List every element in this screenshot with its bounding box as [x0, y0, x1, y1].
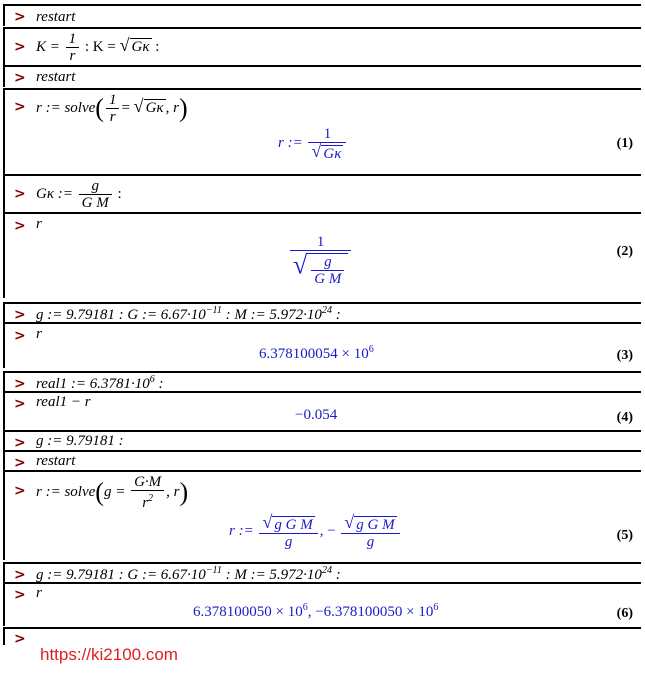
- fraction: [341, 514, 399, 550]
- fraction-denominator: g: [366, 533, 375, 550]
- prompt-glyph[interactable]: >: [14, 631, 26, 647]
- open-paren: (: [95, 477, 104, 507]
- fraction-numerator: G·M: [131, 474, 164, 491]
- solutions-separator: , −: [319, 523, 336, 540]
- input-restart[interactable]: restart: [36, 69, 76, 85]
- fraction-denominator: $r^2$: [142, 493, 154, 511]
- fraction: [79, 178, 112, 211]
- output-4: [295, 407, 337, 424]
- fraction-numerator: 1: [106, 92, 120, 109]
- prompt-glyph[interactable]: >: [14, 307, 26, 323]
- prompt-glyph[interactable]: >: [14, 328, 26, 344]
- exponent: 6: [368, 344, 374, 355]
- solve-prefix: r := solve: [36, 99, 96, 116]
- prompt-glyph[interactable]: >: [14, 396, 26, 412]
- prompt-glyph[interactable]: >: [14, 9, 26, 25]
- sqrt-icon: √: [344, 512, 355, 532]
- inner-fraction-numerator: g: [311, 254, 344, 271]
- constants-part-1: g := 9.79181 : G := 6.67·10: [36, 567, 206, 583]
- equation-lhs: g =: [103, 483, 126, 500]
- exec-group-empty: [3, 627, 641, 645]
- exec-group-15: [3, 582, 641, 626]
- prompt-glyph[interactable]: >: [14, 376, 26, 392]
- input-r[interactable]: r: [36, 585, 42, 601]
- solve-prefix: r := solve: [36, 483, 96, 500]
- inner-fraction-denominator: G M: [314, 271, 342, 287]
- fraction-numerator: 1: [308, 126, 346, 143]
- close-paren: ): [178, 93, 188, 123]
- exec-group-3: [3, 65, 641, 87]
- constants-part-2: : M := 5.972·10: [221, 567, 322, 583]
- output-lhs: r :=: [278, 135, 303, 152]
- equation-label-5: (5): [616, 528, 633, 543]
- fraction-denominator: r: [69, 48, 76, 64]
- sqrt-radicand: Gκ: [145, 100, 164, 116]
- equation-label-2: (2): [616, 244, 633, 259]
- exec-group-5: [3, 174, 641, 212]
- prompt-glyph[interactable]: >: [14, 455, 26, 471]
- output-value: 6.378100054 × 10: [259, 346, 369, 362]
- exec-group-13: [3, 470, 641, 560]
- fraction: [259, 514, 317, 550]
- solve-suffix: , r: [166, 483, 180, 500]
- fraction: [308, 126, 346, 162]
- statement-terminator: :: [331, 567, 341, 583]
- prompt-glyph[interactable]: >: [14, 70, 26, 86]
- equation-label-3: (3): [616, 348, 633, 363]
- exec-group-8: [3, 322, 641, 368]
- prompt-glyph[interactable]: >: [14, 186, 26, 202]
- exec-group-10: [3, 391, 641, 431]
- fraction: [66, 31, 80, 64]
- output-value: −0.054: [295, 407, 338, 423]
- prompt-glyph[interactable]: >: [14, 587, 26, 603]
- exec-group-4: [3, 88, 641, 174]
- prompt-glyph[interactable]: >: [14, 218, 26, 234]
- fraction-numerator: √ g G M: [259, 514, 317, 534]
- close-paren: ): [179, 477, 189, 507]
- exec-group-11: [3, 430, 641, 450]
- inner-fraction: [311, 254, 344, 287]
- output-5: [229, 514, 402, 550]
- exponent: 24: [321, 305, 332, 316]
- fraction-numerator: 1: [290, 234, 351, 251]
- fraction-denominator: [290, 251, 351, 287]
- output-2: [288, 234, 353, 287]
- sqrt-radicand: Gκ: [131, 39, 150, 55]
- gk-assign: Gκ :=: [36, 185, 73, 202]
- exec-group-6: [3, 212, 641, 298]
- sqrt-icon: √: [293, 250, 308, 280]
- input-solve-r[interactable]: [36, 92, 188, 125]
- sqrt-icon: √: [119, 34, 130, 55]
- exponent: 24: [321, 565, 332, 576]
- fraction-denominator: G M: [81, 195, 109, 211]
- prompt-glyph[interactable]: >: [14, 99, 26, 115]
- fraction: [131, 474, 164, 511]
- exponent: −11: [205, 305, 222, 316]
- fraction-numerator: g: [79, 178, 112, 195]
- output-value-positive: 6.378100050 × 10: [193, 604, 303, 620]
- constants-part-1: g := 9.79181 : G := 6.67·10: [36, 307, 206, 323]
- fraction-numerator: 1: [66, 31, 80, 48]
- output-1: [278, 126, 348, 162]
- exponent: 6: [302, 602, 308, 613]
- real1-assign: real1 := 6.3781·10: [36, 376, 150, 392]
- equation-label-6: (6): [616, 606, 633, 621]
- exec-group-14: [3, 562, 641, 582]
- output-lhs: r :=: [229, 523, 254, 540]
- input-restart[interactable]: restart: [36, 9, 76, 25]
- fraction-numerator: √ g G M: [341, 514, 399, 534]
- open-paren: (: [95, 93, 104, 123]
- input-restart[interactable]: restart: [36, 453, 76, 469]
- equation-label-4: (4): [616, 410, 633, 425]
- statement-terminator: :: [154, 376, 164, 392]
- exponent: −11: [205, 565, 222, 576]
- exec-group-12: [3, 450, 641, 470]
- equals-sign: =: [121, 99, 130, 116]
- exponent: 6: [433, 602, 439, 613]
- output-6: [193, 602, 438, 621]
- equation-label-1: (1): [616, 136, 633, 151]
- exec-group-2: [3, 27, 641, 65]
- fraction-denominator: r: [109, 109, 116, 125]
- k-symbol: K: [36, 38, 47, 55]
- constants-part-2: : M := 5.972·10: [221, 307, 322, 323]
- k-upright-assignment: : K =: [84, 38, 116, 55]
- prompt-glyph[interactable]: >: [14, 39, 26, 55]
- input-g[interactable]: g := 9.79181 :: [36, 433, 124, 449]
- statement-terminator: :: [155, 38, 160, 55]
- solve-suffix: , r: [165, 99, 179, 116]
- watermark-url: https://ki2100.com: [40, 645, 178, 664]
- prompt-glyph[interactable]: >: [14, 483, 26, 499]
- prompt-glyph[interactable]: >: [14, 435, 26, 451]
- exponent: 6: [149, 374, 155, 385]
- statement-terminator: :: [331, 307, 341, 323]
- output-3: [259, 344, 374, 363]
- output-value-negative: , −6.378100050 × 10: [307, 604, 434, 620]
- input-solve-gravity[interactable]: [36, 474, 188, 511]
- sqrt-icon: √: [311, 141, 322, 161]
- sqrt-icon: √: [133, 95, 144, 116]
- input-r[interactable]: r: [36, 216, 42, 232]
- exec-group-7: [3, 302, 641, 322]
- input-gk-definition[interactable]: [36, 178, 122, 211]
- input-k-definition[interactable]: K = $\frac{1}{r}$ : K = √ Gκ :: [36, 31, 160, 64]
- fraction: [290, 234, 351, 287]
- statement-terminator: :: [117, 185, 122, 202]
- fraction: [106, 92, 120, 125]
- prompt-glyph[interactable]: >: [14, 567, 26, 583]
- exec-group-1: [3, 4, 641, 26]
- input-difference[interactable]: real1 − r: [36, 394, 91, 410]
- input-r[interactable]: r: [36, 326, 42, 342]
- exponent: 2: [148, 493, 154, 504]
- sqrt-icon: √: [262, 512, 273, 532]
- fraction-denominator: g: [284, 533, 293, 550]
- exec-group-9: [3, 371, 641, 391]
- fraction-denominator: √ Gκ: [311, 141, 342, 162]
